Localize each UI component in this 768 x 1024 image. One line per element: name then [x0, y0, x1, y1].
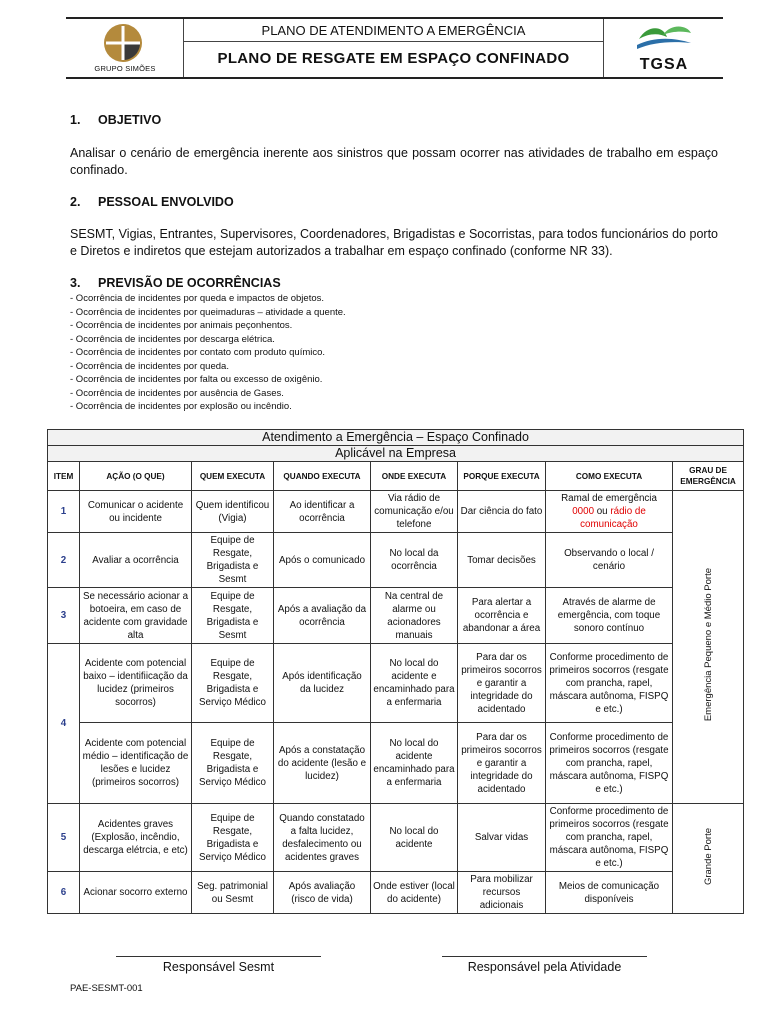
- signature-line: [442, 956, 647, 957]
- section-2-title: [70, 195, 234, 209]
- quem-cell: Equipe de Resgate, Brigadista e Serviço Médico: [192, 804, 274, 872]
- como-cell: Através de alarme de emergência, com toque sonoro contínuo: [546, 588, 673, 644]
- col-header-acao: AÇÃO (O QUE): [80, 462, 192, 491]
- table-row: [48, 644, 744, 723]
- item-cell: 5: [48, 804, 80, 872]
- table-header-row: [48, 462, 744, 491]
- section-2-text: SESMT, Vigias, Entrantes, Supervisores, Coordenadores, Brigadistas e Socorristas, para todos funcionários do porto e Diretos e indiretos que estejam autorizados a trabalhar em espaço confinado (conforme NR 33).: [70, 227, 718, 258]
- section-1-heading: OBJETIVO: [98, 113, 162, 127]
- onde-cell: No local da ocorrência: [371, 533, 458, 588]
- porque-cell: Para alertar a ocorrência e abandonar a área: [458, 588, 546, 644]
- item-cell: 2: [48, 533, 80, 588]
- table-subcaption: Aplicável na Empresa: [48, 446, 744, 462]
- table-caption: Atendimento a Emergência – Espaço Confinado: [48, 430, 744, 446]
- grau-cell-2: [673, 804, 744, 914]
- item-cell: 3: [48, 588, 80, 644]
- company-name-right: TGSA: [639, 56, 689, 73]
- como-cell: Conforme procedimento de primeiros socorros (resgate com prancha, rapel, máscara autônoma, FISPQ e etc.): [546, 804, 673, 872]
- item-cell: 1: [48, 491, 80, 533]
- list-item: - Ocorrência de incidentes por descarga elétrica.: [70, 333, 275, 345]
- quem-cell: Seg. patrimonial ou Sesmt: [192, 872, 274, 914]
- section-2-heading: PESSOAL ENVOLVIDO: [98, 195, 234, 209]
- grupo-simoes-logo: [66, 19, 184, 77]
- como-cell: [546, 491, 673, 533]
- grau-label-1: Emergência Pequeno e Médio Porte: [702, 568, 714, 722]
- col-header-como: COMO EXECUTA: [546, 462, 673, 491]
- onde-cell: Via rádio de comunicação e/ou telefone: [371, 491, 458, 533]
- quem-cell: Equipe de Resgate, Brigadista e Sesmt: [192, 588, 274, 644]
- onde-cell: Onde estiver (local do acidente): [371, 872, 458, 914]
- signature-responsavel: [442, 944, 647, 978]
- acao-cell: Acidente com potencial médio – identificação de lesões e lucidez (primeiros socorros): [80, 723, 192, 804]
- acao-cell: Acidentes graves (Explosão, incêndio, descarga elétrcia, e etc): [80, 804, 192, 872]
- section-3-number: 3.: [70, 276, 81, 290]
- porque-cell: Para mobilizar recursos adicionais: [458, 872, 546, 914]
- onde-cell: No local do acidente encaminhado para a enfermaria: [371, 723, 458, 804]
- porque-cell: Tomar decisões: [458, 533, 546, 588]
- acao-cell: Comunicar o acidente ou incidente: [80, 491, 192, 533]
- item-cell: 6: [48, 872, 80, 914]
- list-item: - Ocorrência de incidentes por explosão ou incêndio.: [70, 401, 292, 412]
- radio-communication-text: rádio de comunicação: [580, 506, 646, 530]
- quando-cell: Quando constatado a falta lucidez, desfalecimento ou acidentes graves: [274, 804, 371, 872]
- onde-cell: No local do acidente e encaminhado para a enfermaria: [371, 644, 458, 723]
- porque-cell: Salvar vidas: [458, 804, 546, 872]
- table-row: [48, 872, 744, 914]
- table-row: [48, 804, 744, 872]
- signature-label-atividade: Responsável pela Atividade: [467, 960, 622, 974]
- porque-cell: Para dar os primeiros socorros e garantir a integridade do acidentado: [458, 723, 546, 804]
- acao-cell: Acionar socorro externo: [80, 872, 192, 914]
- quando-cell: Após avaliação (risco de vida): [274, 872, 371, 914]
- quem-cell: Equipe de Resgate, Brigadista e Sesmt: [192, 533, 274, 588]
- grupo-simoes-emblem-icon: [100, 23, 146, 63]
- tgsa-logo: [603, 19, 723, 77]
- como-cell: Observando o local / cenário: [546, 533, 673, 588]
- list-item: - Ocorrência de incidentes por falta ou excesso de oxigênio.: [70, 374, 323, 385]
- list-item: - Ocorrência de incidentes por queda e impactos de objetos.: [70, 293, 325, 304]
- como-cell: Conforme procedimento de primeiros socorros (resgate com prancha, rapel, máscara autônoma, FISPQ e etc.): [546, 644, 673, 723]
- porque-cell: Para dar os primeiros socorros e garantir a integridade do acidentado: [458, 644, 546, 723]
- table-row: [48, 588, 744, 644]
- acao-cell: Se necessário acionar a botoeira, em caso de acidente com gravidade alta: [80, 588, 192, 644]
- header-title-2: PLANO DE RESGATE EM ESPAÇO CONFINADO: [217, 50, 570, 67]
- col-header-quem: QUEM EXECUTA: [192, 462, 274, 491]
- document-header: [66, 17, 723, 79]
- acao-cell: Avaliar a ocorrência: [80, 533, 192, 588]
- signature-sesmt: [116, 944, 321, 978]
- occurrence-list: [70, 292, 346, 414]
- section-3-heading: PREVISÃO DE OCORRÊNCIAS: [98, 276, 281, 290]
- grau-cell-1: [673, 491, 744, 804]
- section-3-title: [70, 276, 281, 290]
- section-1-title: [70, 113, 161, 127]
- quem-cell: Equipe de Resgate, Brigadista e Serviço Médico: [192, 723, 274, 804]
- como-cell: Conforme procedimento de primeiros socorros (resgate com prancha, rapel, máscara autônoma, FISPQ e etc.): [546, 723, 673, 804]
- table-row: [48, 723, 744, 804]
- section-1-number: 1.: [70, 113, 81, 127]
- onde-cell: Na central de alarme ou acionadores manuais: [371, 588, 458, 644]
- grau-label-2: Grande Porte: [702, 827, 714, 886]
- document-code: PAE-SESMT-001: [70, 983, 143, 994]
- table-row: [48, 533, 744, 588]
- table-row: [48, 491, 744, 533]
- list-item: - Ocorrência de incidentes por queda.: [70, 360, 229, 372]
- list-item: - Ocorrência de incidentes por queimaduras – atividade a quente.: [70, 306, 346, 318]
- emergency-table: [47, 429, 744, 914]
- signature-label-sesmt: Responsável Sesmt: [162, 960, 275, 974]
- col-header-quando: QUANDO EXECUTA: [274, 462, 371, 491]
- section-2-number: 2.: [70, 195, 81, 209]
- signature-line: [116, 956, 321, 957]
- col-header-onde: ONDE EXECUTA: [371, 462, 458, 491]
- onde-cell: No local do acidente: [371, 804, 458, 872]
- quando-cell: Após a constatação do acidente (lesão e lucidez): [274, 723, 371, 804]
- col-header-item: ITEM: [48, 462, 80, 491]
- como-text-c: ou: [594, 506, 611, 517]
- col-header-porque: PORQUE EXECUTA: [458, 462, 546, 491]
- como-text-a: Ramal de emergência: [561, 493, 657, 504]
- item-cell: 4: [48, 644, 80, 804]
- acao-cell: Acidente com potencial baixo – identifiicação da lucidez (primeiros socorros): [80, 644, 192, 723]
- col-header-grau: GRAU DE EMERGÊNCIA: [673, 462, 744, 491]
- company-name-left: GRUPO SIMÕES: [94, 64, 156, 73]
- porque-cell: Dar ciência do fato: [458, 491, 546, 533]
- list-item: - Ocorrência de incidentes por contato com produto químico.: [70, 347, 326, 358]
- quem-cell: Quem identificou (Vigia): [192, 491, 274, 533]
- quando-cell: Após identificação da lucidez: [274, 644, 371, 723]
- quando-cell: Após o comunicado: [274, 533, 371, 588]
- section-1-text: Analisar o cenário de emergência inerente aos sinistros que possam ocorrer nas atividades de trabalho em espaço confinado.: [70, 146, 718, 177]
- como-cell: Meios de comunicação disponíveis: [546, 872, 673, 914]
- quando-cell: Ao identificar a ocorrência: [274, 491, 371, 533]
- quem-cell: Equipe de Resgate, Brigadista e Serviço Médico: [192, 644, 274, 723]
- quando-cell: Após a avaliação da ocorrência: [274, 588, 371, 644]
- tgsa-leaf-icon: [633, 23, 695, 53]
- list-item: - Ocorrência de incidentes por ausência de Gases.: [70, 387, 284, 399]
- list-item: - Ocorrência de incidentes por animais peçonhentos.: [70, 320, 293, 331]
- header-title-1: PLANO DE ATENDIMENTO A EMERGÊNCIA: [184, 19, 603, 42]
- emergency-extension: 0000: [572, 506, 595, 517]
